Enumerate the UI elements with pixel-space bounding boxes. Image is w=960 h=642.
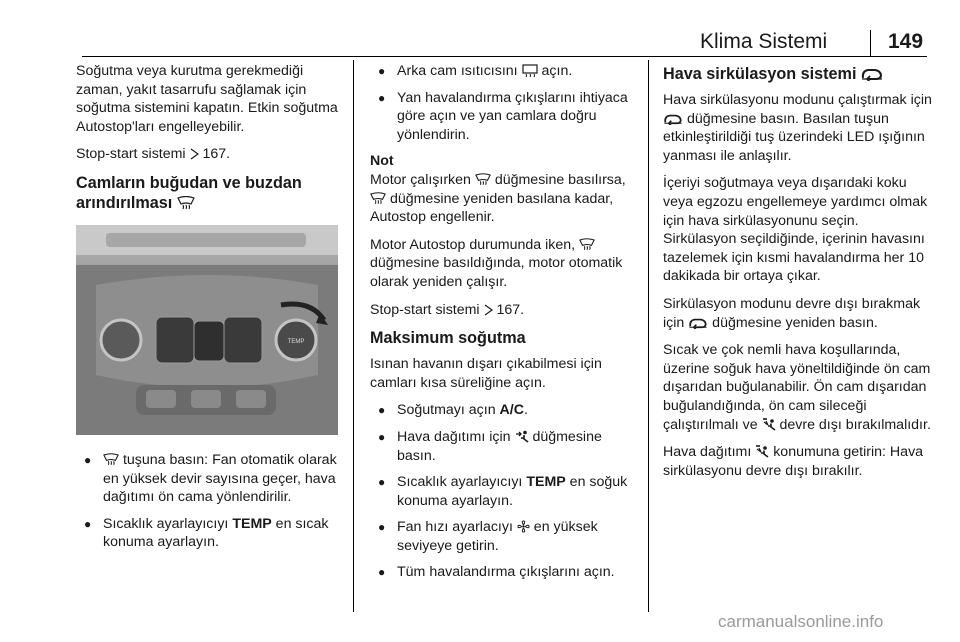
recirc-p4: Sıcak ve çok nemli hava koşullarında, üzerine soğuk hava yöneltildiğinde ön cam dışarıdan buğulanabilir. Ön cam dışarıdan buğulandığında, ön cam sileceği çalıştırılmalı ve devre dışı bırakılmalıdır. bbox=[663, 342, 931, 433]
windscreen-defrost-icon bbox=[370, 192, 386, 205]
recirc-p2: İçeriyi soğutmaya veya dışarıdaki koku veya egzozu engellemeye yardımcı olmak için hava sirkülasyonunu seçin. Sirkülasyon seçildiğinde, içerinin havasını tazelemek için kısmi havalandırma her 10 dakikada bir ortaya çıkar. bbox=[663, 175, 928, 285]
cooling-intro: Soğutma veya kurutma gerekmediği zaman, yakıt tasarrufu sağlamak için soğutma sistemini kapatın. Etkin soğutma Autostop'ları engelleyebilir. bbox=[76, 63, 338, 135]
header-divider bbox=[870, 30, 871, 57]
recirculation-heading: Hava sirkülasyon sistemi bbox=[663, 64, 933, 84]
max-cooling-intro: Isınan havanın dışarı çıkabilmesi için camları kısa süreliğine açın. bbox=[370, 356, 602, 391]
page-number: 149 bbox=[888, 30, 924, 53]
cooling-bullet-2: ● Hava dağıtımı için düğmesine basın. bbox=[378, 428, 602, 464]
windscreen-defrost-icon bbox=[475, 173, 491, 186]
cooling-bullet-1: ● Soğutmayı açın A/C. bbox=[378, 402, 528, 419]
air-distribution-windscreen-icon bbox=[762, 418, 776, 431]
recirc-p1: Hava sirkülasyonu modunu çalıştırmak için düğmesine basın. Basılan tuşun etkinleştirildiği tuş üzerindeki LED ışığının yanması ile anlaşılır. bbox=[663, 92, 932, 164]
air-distribution-face-icon bbox=[515, 430, 529, 443]
page-header bbox=[0, 0, 960, 60]
header-title: Klima Sistemi bbox=[700, 30, 828, 53]
note-1: Motor çalışırken düğmesine basılırsa, düğmesine yeniden basılana kadar, Autostop engellenir. bbox=[370, 171, 626, 226]
defrost-bullet-2: ● Sıcaklık ayarlayıcıyı TEMP en sıcak konuma ayarlayın. bbox=[84, 515, 329, 551]
windscreen-defrost-icon bbox=[579, 238, 595, 251]
stopstart-ref: Stop-start sistemi 167. bbox=[76, 146, 231, 163]
defrost-bullet-1: ● tuşuna basın: Fan otomatik olarak en yüksek devir sayısına geçer, hava dağıtımı ön cama yönlendirilir. bbox=[84, 451, 337, 506]
recirculation-icon bbox=[688, 317, 708, 329]
cooling-bullet-5: ● Tüm havalandırma çıkışlarını açın. bbox=[378, 564, 615, 581]
note-2: Motor Autostop durumunda iken, düğmesine basıldığında, motor otomatik olarak yeniden çalışır. bbox=[370, 236, 623, 290]
rear-window-heater-icon bbox=[522, 64, 538, 77]
recirc-p3: Sirkülasyon modunu devre dışı bırakmak için düğmesine yeniden basın. bbox=[663, 295, 921, 331]
stopstart-ref: Stop-start sistemi 167. bbox=[370, 301, 525, 318]
windscreen-defrost-icon bbox=[103, 453, 119, 466]
note-title: Not bbox=[370, 153, 394, 170]
watermark: carmanualsonline.info bbox=[718, 612, 884, 631]
cooling-bullet-3: ● Sıcaklık ayarlayıcıyı TEMP en soğuk konuma ayarlayın. bbox=[378, 474, 628, 509]
recirculation-icon bbox=[861, 67, 883, 81]
column-divider-2 bbox=[648, 60, 649, 612]
header-rule bbox=[82, 56, 927, 57]
air-distribution-windscreen-icon bbox=[755, 445, 769, 458]
column-divider-1 bbox=[353, 60, 354, 612]
windscreen-defrost-icon bbox=[177, 196, 195, 210]
page-ref-arrow-icon bbox=[484, 304, 493, 316]
photo-temp-label: TEMP bbox=[287, 338, 305, 345]
recirculation-icon bbox=[663, 113, 683, 125]
page-ref-arrow-icon bbox=[190, 148, 199, 160]
climate-control-photo bbox=[76, 225, 338, 435]
fan-icon bbox=[517, 520, 530, 533]
cooling-bullet-4: ● Fan hızı ayarlacıyı en yüksek seviyeye getirin. bbox=[378, 519, 598, 554]
recirc-p5: Hava dağıtımı konumuna getirin: Hava sirkülasyonu devre dışı bırakılır. bbox=[663, 444, 924, 479]
column-1 bbox=[76, 62, 338, 560]
column-3 bbox=[663, 62, 933, 489]
defrost-heading: Camların buğudan ve buzdan arındırılması bbox=[76, 173, 302, 212]
side-vents-bullet: ● Yan havalandırma çıkışlarını ihtiyaca göre açın ve yan camlara doğru yönlendirin. bbox=[378, 89, 628, 143]
rear-window-bullet: ● Arka cam ısıtıcısını açın. bbox=[378, 63, 573, 79]
column-2 bbox=[370, 62, 636, 590]
max-cooling-heading: Maksimum soğutma bbox=[370, 329, 526, 348]
